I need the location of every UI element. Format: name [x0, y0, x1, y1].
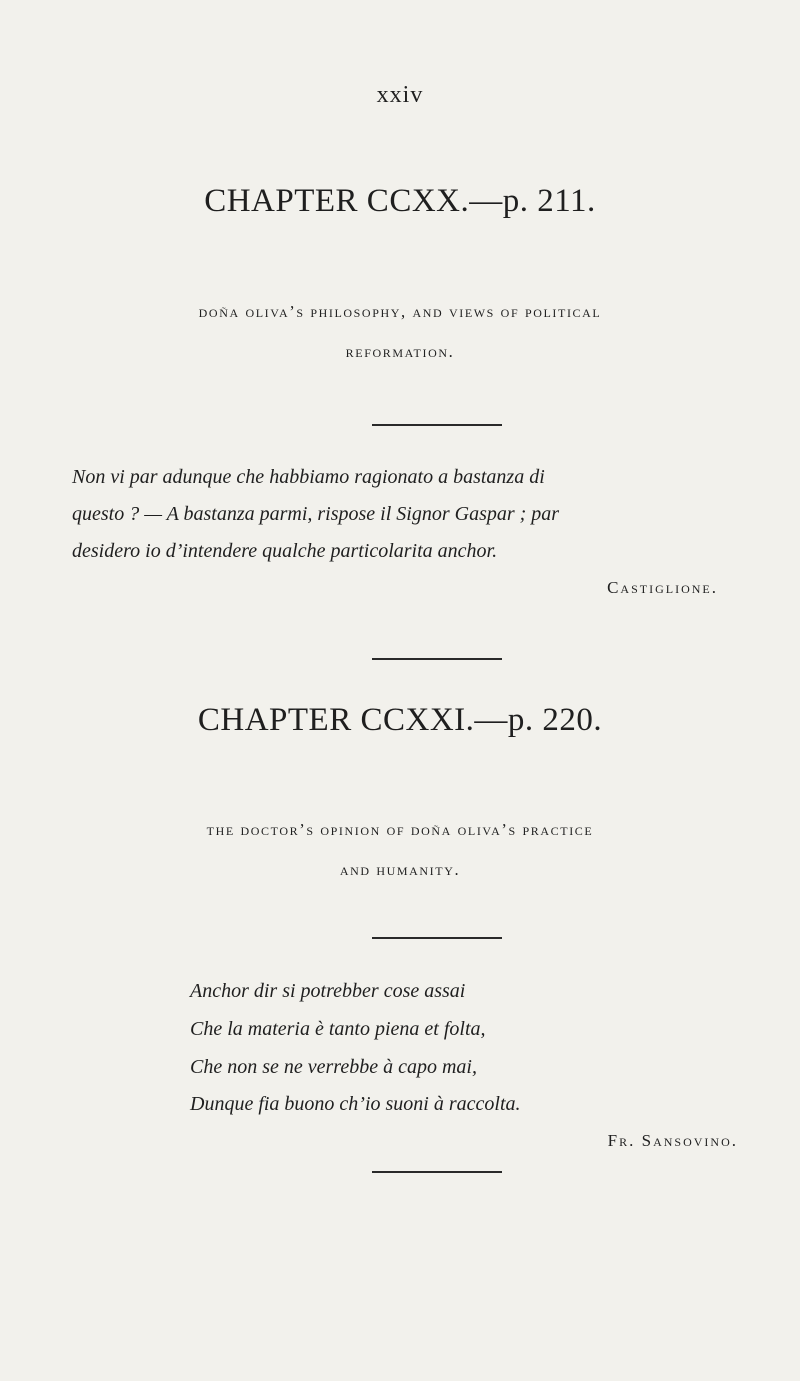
epigraph-line: questo ? — A bastanza parmi, rispose il Signor Gaspar ; par [72, 503, 560, 525]
epigraph-attribution: Fr. Sansovino. [607, 1131, 738, 1150]
epigraph-line: Dunque fia buono ch’io suoni à raccolta. [190, 1093, 521, 1115]
chapter-subtitle-line: the doctor’s opinion of doña oliva’s practice [206, 820, 594, 839]
chapter-subtitle-line: and humanity. [339, 860, 461, 879]
section-divider [372, 658, 502, 660]
epigraph-line: Che la materia è tanto piena et folta, [190, 1018, 486, 1040]
chapter-subtitle-line: doña oliva’s philosophy, and views of political [198, 302, 602, 321]
section-divider [372, 1171, 502, 1173]
epigraph-line: Che non se ne verrebbe à capo mai, [190, 1056, 477, 1078]
epigraph-line: Non vi par adunque che habbiamo ragionato a bastanza di [72, 466, 545, 488]
section-divider [372, 937, 502, 939]
page-number: xxiv [376, 82, 424, 108]
chapter-title: CHAPTER CCXX.—p. 211. [204, 183, 596, 219]
epigraph-attribution: Castiglione. [607, 578, 718, 597]
epigraph-line: desidero io d’intendere qualche particolarita anchor. [72, 540, 498, 562]
section-divider [372, 424, 502, 426]
epigraph-line: Anchor dir si potrebber cose assai [190, 980, 466, 1002]
chapter-subtitle-line: reformation. [345, 342, 455, 361]
chapter-title: CHAPTER CCXXI.—p. 220. [197, 702, 603, 738]
